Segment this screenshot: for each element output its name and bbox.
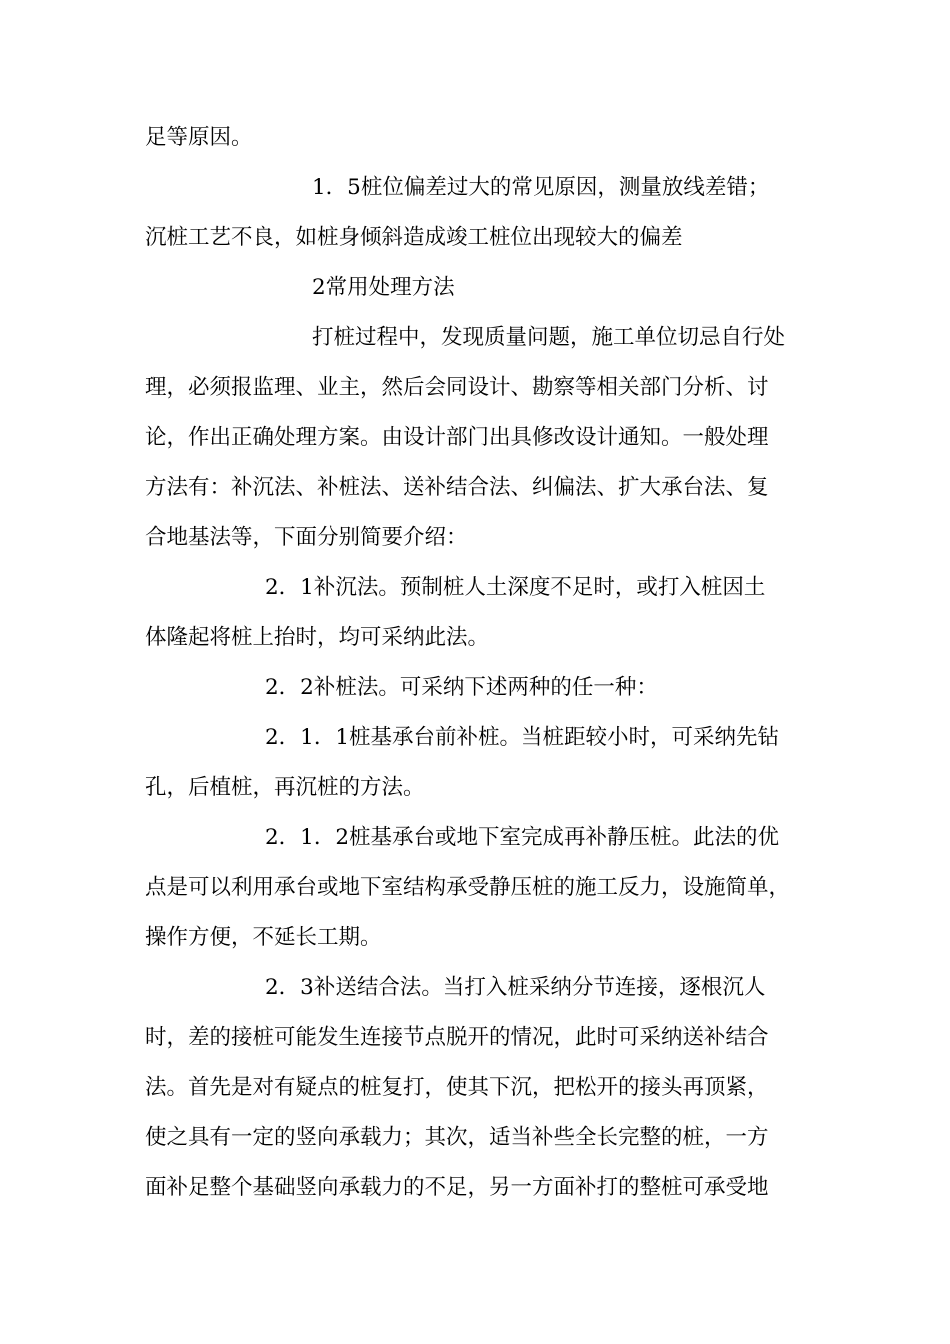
section-heading: 2常用处理方法 xyxy=(312,275,455,300)
text-line: 时，差的接桩可能发生连接节点脱开的情况，此时可采纳送补结合 xyxy=(145,1025,769,1050)
text-line: 面补足整个基础竖向承载力的不足，另一方面补打的整桩可承受地 xyxy=(145,1175,769,1200)
text-line: 论，作出正确处理方案。由设计部门出具修改设计通知。一般处理 xyxy=(145,425,769,450)
text-line: 法。首先是对有疑点的桩复打，使其下沉，把松开的接头再顶紧， xyxy=(145,1075,769,1100)
text-line: 沉桩工艺不良，如桩身倾斜造成竣工桩位出现较大的偏差 xyxy=(145,225,683,250)
text-line: 1．5桩位偏差过大的常见原因，测量放线差错； xyxy=(312,175,770,200)
text-line: 方法有：补沉法、补桩法、送补结合法、纠偏法、扩大承台法、复 xyxy=(145,475,769,500)
text-line: 足等原因。 xyxy=(145,125,253,150)
text-line: 点是可以利用承台或地下室结构承受静压桩的施工反力，设施简单， xyxy=(145,875,791,900)
text-line: 操作方便，不延长工期。 xyxy=(145,925,382,950)
text-line: 打桩过程中，发现质量问题，施工单位切忌自行处 xyxy=(312,325,786,350)
text-line: 2．2补桩法。可采纳下述两种的任一种： xyxy=(265,675,658,700)
text-line: 2．1补沉法。预制桩人土深度不足时，或打入桩因土 xyxy=(265,575,766,600)
text-line: 使之具有一定的竖向承载力；其次，适当补些全长完整的桩，一方 xyxy=(145,1125,769,1150)
text-line: 2．1．1桩基承台前补桩。当桩距较小时，可采纳先钻 xyxy=(265,725,780,750)
text-line: 孔，后植桩，再沉桩的方法。 xyxy=(145,775,425,800)
text-line: 合地基法等，下面分别简要介绍： xyxy=(145,525,468,550)
text-line: 理，必须报监理、业主，然后会同设计、勘察等相关部门分析、讨 xyxy=(145,375,769,400)
text-line: 2．1．2桩基承台或地下室完成再补静压桩。此法的优 xyxy=(265,825,780,850)
text-line: 体隆起将桩上抬时，均可采纳此法。 xyxy=(145,625,490,650)
text-line: 2．3补送结合法。当打入桩采纳分节连接，逐根沉人 xyxy=(265,975,766,1000)
